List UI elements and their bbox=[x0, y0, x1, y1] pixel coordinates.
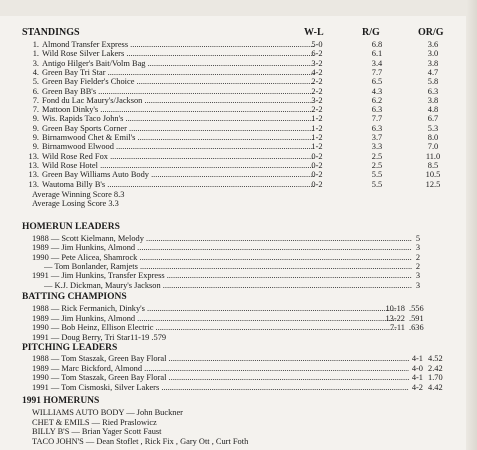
standings-org: 3.8 bbox=[427, 58, 439, 68]
homeruns-1991-title: 1991 HOMERUNS bbox=[22, 396, 100, 406]
standings-wl: 2-2 bbox=[311, 86, 323, 96]
standings-rank: 3. bbox=[32, 58, 39, 68]
homerun-count: 3 bbox=[415, 271, 420, 281]
pitching-wl: 4-2 bbox=[411, 382, 423, 392]
pitching-era: 4.52 bbox=[428, 354, 443, 363]
standings-team: Birnamwood Elwood ..... bbox=[42, 142, 314, 151]
standings-rank: 9. bbox=[32, 114, 39, 124]
batting-row-1991: 1991 — Doug Berry, Tri Star11-19 .579 bbox=[32, 333, 167, 342]
standings-wl: 4-2 bbox=[311, 67, 323, 77]
standings-rg: 7.7 bbox=[371, 67, 383, 77]
pitching-title: PITCHING LEADERS bbox=[22, 343, 118, 353]
standings-org: 7.0 bbox=[427, 142, 439, 152]
batting-average: .556 bbox=[409, 304, 424, 313]
standings-rank: 13. bbox=[28, 151, 39, 161]
standings-rg: 2.5 bbox=[371, 151, 383, 161]
standings-rg: 3.3 bbox=[371, 142, 383, 152]
standings-rg: 3.4 bbox=[371, 58, 383, 68]
homerun-count: 3 bbox=[415, 243, 420, 253]
standings-rank: 1. bbox=[32, 40, 39, 49]
standings-org: 3.0 bbox=[427, 49, 439, 59]
homerun-row bbox=[44, 262, 426, 271]
homeruns-1991-line: TACO JOHN'S — Dean Stoflet , Rick Fix , Gary Ott , Curt Foth bbox=[32, 436, 249, 446]
standings-rank: 13. bbox=[28, 160, 39, 170]
avg-winning-score: Average Winning Score 8.3 bbox=[32, 190, 125, 199]
standings-team: Green Bay Tri Star ..... bbox=[42, 68, 314, 77]
standings-rank: 7. bbox=[32, 95, 39, 105]
col-wl-header: W-L bbox=[304, 27, 324, 38]
homerun-player: 1989 — Jim Hunkins, Almond ..... bbox=[32, 243, 412, 252]
standings-team: Antigo Hilger's Bait/Volm Bag ..... bbox=[42, 59, 314, 68]
standings-team: Green Bay BB's ..... bbox=[42, 87, 314, 96]
standings-rank: 1. bbox=[32, 49, 39, 59]
batting-player: 1989 — Jim Hunkins, Almond ..... bbox=[32, 314, 396, 323]
standings-rank: 13. bbox=[28, 170, 39, 180]
standings-wl: 2-2 bbox=[311, 105, 323, 115]
standings-row bbox=[22, 96, 462, 105]
homeruns-1991-line: BILLY B'S — Brian Yager Scott Faust bbox=[32, 427, 162, 437]
standings-wl: 5-0 bbox=[311, 40, 323, 49]
standings-wl: 3-2 bbox=[311, 58, 323, 68]
homerun-count: 2 bbox=[415, 252, 420, 262]
standings-row bbox=[22, 170, 462, 179]
page-edge bbox=[466, 0, 477, 450]
standings-org: 4.8 bbox=[427, 105, 439, 115]
batting-hits: 13-22 bbox=[385, 313, 405, 323]
avg-losing-score: Average Losing Score 3.3 bbox=[32, 199, 119, 208]
standings-team: Wild Rose Silver Lakers ..... bbox=[42, 49, 314, 58]
homerun-title: HOMERUN LEADERS bbox=[22, 222, 120, 232]
batting-row bbox=[32, 304, 432, 313]
standings-wl: 2-2 bbox=[311, 77, 323, 87]
standings-rg: 6.3 bbox=[371, 105, 383, 115]
batting-title: BATTING CHAMPIONS bbox=[22, 292, 127, 302]
standings-row bbox=[22, 40, 462, 49]
top-strip bbox=[0, 0, 477, 16]
standings-row bbox=[22, 87, 462, 96]
homerun-player: 1988 — Scott Kielmann, Melody ..... bbox=[32, 234, 412, 243]
homerun-player: 1990 — Pete Alicea, Shamrock ..... bbox=[32, 253, 412, 262]
batting-hits: 7-11 bbox=[389, 323, 405, 333]
standings-rg: 6.1 bbox=[371, 49, 383, 59]
standings-row bbox=[22, 77, 462, 86]
standings-org: 4.7 bbox=[427, 67, 439, 77]
batting-row bbox=[32, 314, 432, 323]
standings-rg: 5.5 bbox=[371, 170, 383, 180]
standings-wl: 6-2 bbox=[311, 49, 323, 59]
standings-rank: 5. bbox=[32, 77, 39, 87]
homeruns-1991-line: CHET & EMILS — Ried Praslowicz bbox=[32, 417, 157, 427]
batting-player: 1988 — Rick Fermanich, Dinky's ..... bbox=[32, 304, 396, 313]
pitching-wl: 4-1 bbox=[411, 354, 423, 363]
standings-wl: 0-2 bbox=[311, 160, 323, 170]
standings-wl: 1-2 bbox=[311, 142, 323, 152]
standings-row bbox=[22, 142, 462, 151]
standings-org: 3.6 bbox=[427, 40, 439, 49]
homerun-player: — Tom Bonlander, Ramjets ..... bbox=[44, 262, 412, 271]
standings-org: 6.3 bbox=[427, 86, 439, 96]
homerun-player: 1991 — Jim Hunkins, Transfer Express ..... bbox=[32, 271, 412, 280]
pitching-player: 1989 — Marc Bickford, Almond ..... bbox=[32, 364, 409, 373]
col-org-header: OR/G bbox=[418, 27, 444, 38]
batting-row bbox=[32, 323, 432, 332]
standings-rg: 6.5 bbox=[371, 77, 383, 87]
standings-rank: 9. bbox=[32, 123, 39, 133]
standings-wl: 0-2 bbox=[311, 170, 323, 180]
standings-wl: 3-2 bbox=[311, 95, 323, 105]
standings-rg: 3.7 bbox=[371, 133, 383, 142]
batting-average: .591 bbox=[409, 313, 424, 323]
standings-rg: 2.5 bbox=[371, 160, 383, 170]
standings-team: Green Bay Williams Auto Body ..... bbox=[42, 170, 314, 179]
standings-rg: 7.7 bbox=[371, 114, 383, 124]
standings-wl: 1-2 bbox=[311, 133, 323, 142]
homerun-row bbox=[32, 271, 426, 280]
standings-team: Mattoon Dinky's ..... bbox=[42, 105, 314, 114]
batting-player: 1990 — Bob Heinz, Ellison Electric ..... bbox=[32, 323, 396, 332]
pitching-row bbox=[32, 364, 462, 373]
homerun-row bbox=[32, 243, 426, 252]
standings-org: 5.3 bbox=[427, 123, 439, 133]
pitching-player: 1991 — Tom Cismoski, Silver Lakers ..... bbox=[32, 383, 409, 392]
pitching-era: 4.42 bbox=[428, 382, 443, 392]
standings-rank: 13. bbox=[28, 179, 39, 189]
pitching-wl: 4-0 bbox=[411, 363, 423, 373]
standings-row bbox=[22, 152, 462, 161]
standings-org: 5.8 bbox=[427, 77, 439, 87]
batting-hits: 10-18 bbox=[385, 304, 405, 313]
standings-row bbox=[22, 161, 462, 170]
standings-team: Green Bay Fielder's Choice ..... bbox=[42, 77, 314, 86]
homerun-row bbox=[32, 234, 426, 243]
standings-row bbox=[22, 180, 462, 189]
standings-team: Birnamwood Chet & Emil's ..... bbox=[42, 133, 314, 142]
standings-rg: 4.3 bbox=[371, 86, 383, 96]
standings-rg: 6.2 bbox=[371, 95, 383, 105]
pitching-player: 1990 — Tom Staszak, Green Bay Floral ..... bbox=[32, 373, 409, 382]
homerun-count: 5 bbox=[415, 234, 420, 243]
standings-team: Wautoma Billy B's ..... bbox=[42, 180, 314, 189]
pitching-row bbox=[32, 373, 462, 382]
standings-org: 8.0 bbox=[427, 133, 439, 142]
homeruns-1991-line: WILLIAMS AUTO BODY — John Buckner bbox=[32, 408, 183, 417]
standings-team: Wild Rose Red Fox ..... bbox=[42, 152, 314, 161]
standings-row bbox=[22, 114, 462, 123]
standings-rank: 9. bbox=[32, 142, 39, 152]
standings-org: 10.5 bbox=[425, 170, 441, 180]
pitching-row bbox=[32, 383, 462, 392]
standings-team: Green Bay Sports Corner ..... bbox=[42, 124, 314, 133]
standings-org: 11.0 bbox=[425, 151, 441, 161]
standings-title: STANDINGS bbox=[22, 27, 80, 38]
homerun-player: — K.J. Dickman, Maury's Jackson ..... bbox=[44, 281, 412, 290]
standings-wl: 0-2 bbox=[311, 179, 323, 189]
homerun-count: 2 bbox=[415, 261, 420, 271]
standings-team: Fond du Lac Maury's/Jackson ..... bbox=[42, 96, 314, 105]
pitching-row bbox=[32, 354, 462, 363]
standings-row bbox=[22, 59, 462, 68]
standings-rg: 6.8 bbox=[371, 40, 383, 49]
batting-average: .636 bbox=[409, 323, 424, 333]
standings-org: 8.5 bbox=[427, 160, 439, 170]
standings-rank: 6. bbox=[32, 86, 39, 96]
standings-wl: 0-2 bbox=[311, 151, 323, 161]
homerun-row bbox=[44, 281, 426, 290]
standings-row bbox=[22, 49, 462, 58]
homerun-count: 3 bbox=[415, 280, 420, 290]
standings-rg: 6.3 bbox=[371, 123, 383, 133]
standings-row bbox=[22, 133, 462, 142]
standings-wl: 1-2 bbox=[311, 114, 323, 124]
standings-org: 3.8 bbox=[427, 95, 439, 105]
standings-org: 12.5 bbox=[425, 179, 441, 189]
standings-row bbox=[22, 124, 462, 133]
standings-team: Wis. Rapids Taco John's ..... bbox=[42, 114, 314, 123]
pitching-wl: 4-1 bbox=[411, 373, 423, 383]
standings-row bbox=[22, 68, 462, 77]
standings-rg: 5.5 bbox=[371, 179, 383, 189]
standings-row bbox=[22, 105, 462, 114]
standings-org: 6.7 bbox=[427, 114, 439, 124]
pitching-era: 1.70 bbox=[428, 373, 443, 383]
col-rg-header: R/G bbox=[362, 27, 380, 38]
standings-team: Wild Rose Hotel ..... bbox=[42, 161, 314, 170]
homerun-row bbox=[32, 253, 426, 262]
standings-wl: 1-2 bbox=[311, 123, 323, 133]
standings-rank: 9. bbox=[32, 133, 39, 142]
pitching-player: 1988 — Tom Staszak, Green Bay Floral ..... bbox=[32, 354, 409, 363]
pitching-era: 2.42 bbox=[428, 363, 443, 373]
standings-team: Almond Transfer Express ..... bbox=[42, 40, 314, 49]
standings-rank: 4. bbox=[32, 67, 39, 77]
standings-rank: 7. bbox=[32, 105, 39, 115]
